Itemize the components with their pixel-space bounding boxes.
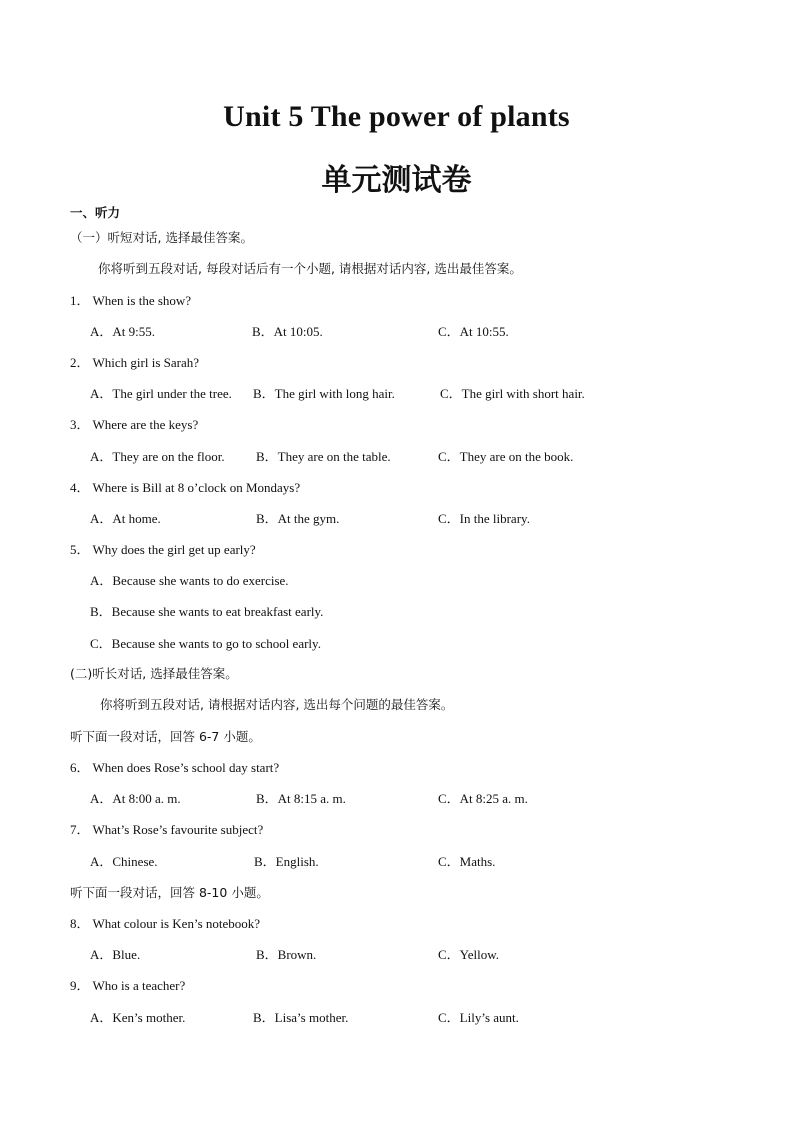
group1-instruction: 听下面一段对话，回答 6-7 小题。 xyxy=(70,729,261,744)
part1-heading: （一）听短对话, 选择最佳答案。 xyxy=(70,230,253,245)
title-english: Unit 5 The power of plants xyxy=(223,100,570,133)
q7-option-b: B．English. xyxy=(254,854,319,869)
q6-option-a: A．At 8:00 a. m. xyxy=(90,791,181,806)
q2-option-b: B．The girl with long hair. xyxy=(253,386,395,401)
q4-option-c: C．In the library. xyxy=(438,511,530,526)
q8-option-c: C．Yellow. xyxy=(438,947,500,962)
part1-instruction: 你将听到五段对话, 每段对话后有一个小题, 请根据对话内容, 选出最佳答案。 xyxy=(98,261,522,276)
q2-option-a: A．The girl under the tree. xyxy=(90,386,232,401)
q1-option-b: B．At 10:05. xyxy=(252,324,323,339)
q9-option-a: A．Ken’s mother. xyxy=(90,1010,186,1025)
part2-heading: (二)听长对话, 选择最佳答案。 xyxy=(70,666,238,681)
q1-option-a: A．At 9:55. xyxy=(90,324,156,339)
q1-option-c: C．At 10:55. xyxy=(438,324,509,339)
q3-option-a: A．They are on the floor. xyxy=(90,449,225,464)
q9-option-b: B．Lisa’s mother. xyxy=(253,1010,349,1025)
q9-stem: 9． Who is a teacher? xyxy=(70,978,186,993)
q8-option-b: B．Brown. xyxy=(256,947,317,962)
q7-option-a: A．Chinese. xyxy=(90,854,158,869)
q9-option-c: C．Lily’s aunt. xyxy=(438,1010,519,1025)
group2-instruction: 听下面一段对话，回答 8-10 小题。 xyxy=(70,885,269,900)
q7-option-c: C．Maths. xyxy=(438,854,496,869)
q4-stem: 4． Where is Bill at 8 o’clock on Mondays? xyxy=(70,480,301,495)
section-listening: 一、听力 xyxy=(70,205,121,220)
q8-option-a: A．Blue. xyxy=(90,947,141,962)
q3-option-c: C．They are on the book. xyxy=(438,449,574,464)
q5-option-b: B．Because she wants to eat breakfast early. xyxy=(90,604,324,619)
q4-option-a: A．At home. xyxy=(90,511,161,526)
q4-option-b: B．At the gym. xyxy=(256,511,340,526)
q6-stem: 6． When does Rose’s school day start? xyxy=(70,760,280,775)
q6-option-c: C．At 8:25 a. m. xyxy=(438,791,528,806)
title-chinese: 单元测试卷 xyxy=(321,163,472,198)
q1-stem: 1． When is the show? xyxy=(70,293,192,308)
q5-option-c: C．Because she wants to go to school early. xyxy=(90,636,321,651)
q2-stem: 2． Which girl is Sarah? xyxy=(70,355,200,370)
q8-stem: 8． What colour is Ken’s notebook? xyxy=(70,916,261,931)
q2-option-c: C．The girl with short hair. xyxy=(440,386,585,401)
q3-stem: 3． Where are the keys? xyxy=(70,417,199,432)
q6-option-b: B．At 8:15 a. m. xyxy=(256,791,346,806)
part2-instruction: 你将听到五段对话, 请根据对话内容, 选出每个问题的最佳答案。 xyxy=(100,697,454,712)
q5-option-a: A．Because she wants to do exercise. xyxy=(90,573,289,588)
q3-option-b: B．They are on the table. xyxy=(256,449,391,464)
q7-stem: 7． What’s Rose’s favourite subject? xyxy=(70,822,264,837)
q5-stem: 5． Why does the girl get up early? xyxy=(70,542,256,557)
